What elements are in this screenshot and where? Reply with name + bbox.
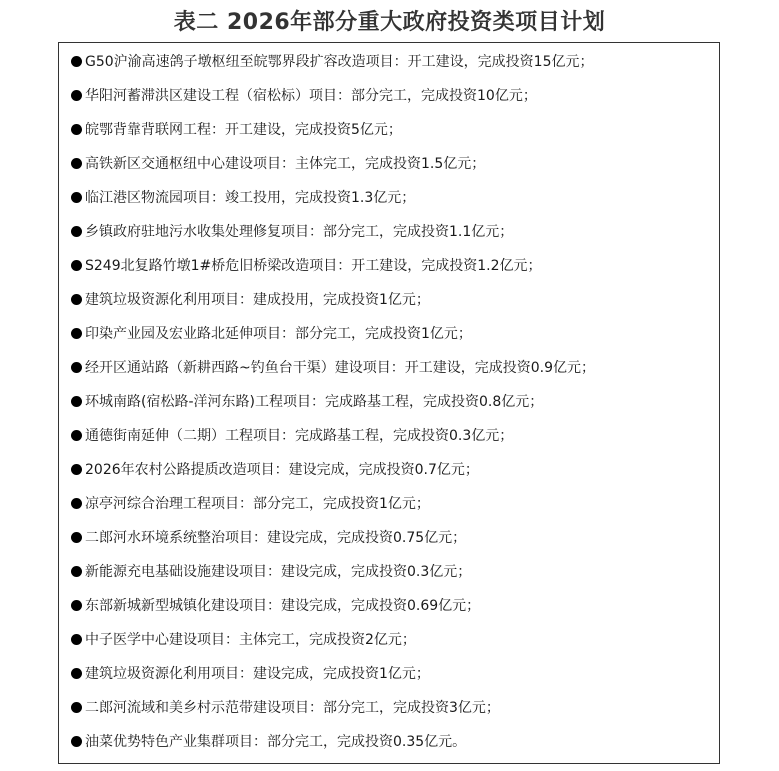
list-item (59, 283, 719, 317)
list-item (59, 555, 719, 589)
list-item-text: 中子医学中心建设项目：主体完工，完成投资2亿元； (85, 632, 416, 648)
list-item-text: 新能源充电基础设施建设项目：建设完成，完成投资0.3亿元； (85, 564, 472, 580)
bullet-dot-icon (71, 668, 82, 679)
list-item-text: 高铁新区交通枢纽中心建设项目：主体完工，完成投资1.5亿元； (85, 156, 486, 172)
list-item (59, 317, 719, 351)
bullet-dot-icon (71, 124, 82, 135)
bullet-dot-icon (71, 294, 82, 305)
bullet-dot-icon (71, 566, 82, 577)
list-item-text: 临江港区物流园项目：竣工投用，完成投资1.3亿元； (85, 190, 416, 206)
list-item (59, 147, 719, 181)
list-item-text: 凉亭河综合治理工程项目：部分完工，完成投资1亿元； (85, 496, 430, 512)
list-item-text: 环城南路(宿松路-洋河东路)工程项目：完成路基工程，完成投资0.8亿元； (85, 394, 544, 410)
bullet-dot-icon (71, 226, 82, 237)
bullet-dot-icon (71, 328, 82, 339)
list-item-text: 二郎河水环境系统整治项目：建设完成，完成投资0.75亿元； (85, 530, 467, 546)
list-item-text: 建筑垃圾资源化利用项目：建设完成，完成投资1亿元； (85, 666, 430, 682)
list-item-text: 2026年农村公路提质改造项目：建设完成，完成投资0.7亿元； (85, 462, 479, 478)
bullet-dot-icon (71, 532, 82, 543)
bullet-dot-icon (71, 158, 82, 169)
list-item (59, 589, 719, 623)
list-item (59, 487, 719, 521)
list-item (59, 113, 719, 147)
bullet-dot-icon (71, 56, 82, 67)
page-title: 表二 2026年部分重大政府投资类项目计划 (173, 10, 606, 35)
bullet-dot-icon (71, 736, 82, 747)
bullet-dot-icon (71, 600, 82, 611)
list-item (59, 351, 719, 385)
list-item-text: 通德街南延伸（二期）工程项目：完成路基工程，完成投资0.3亿元； (85, 428, 514, 444)
bullet-dot-icon (71, 192, 82, 203)
bullet-dot-icon (71, 634, 82, 645)
list-item-text: 皖鄂背靠背联网工程：开工建设，完成投资5亿元； (85, 122, 402, 138)
list-item (59, 181, 719, 215)
bullet-dot-icon (71, 260, 82, 271)
list-item (59, 249, 719, 283)
list-item (59, 419, 719, 453)
list-item-text: 乡镇政府驻地污水收集处理修复项目：部分完工，完成投资1.1亿元； (85, 224, 514, 240)
list-item (59, 45, 719, 79)
list-item-text: 二郎河流域和美乡村示范带建设项目：部分完工，完成投资3亿元； (85, 700, 500, 716)
bullet-dot-icon (71, 464, 82, 475)
bullet-dot-icon (71, 396, 82, 407)
list-item-text: 印染产业园及宏业路北延伸项目：部分完工，完成投资1亿元； (85, 326, 472, 342)
list-item-text: G50沪渝高速鸽子墩枢纽至皖鄂界段扩容改造项目：开工建设，完成投资15亿元； (85, 54, 594, 70)
list-item (59, 453, 719, 487)
list-item-text: 建筑垃圾资源化利用项目：建成投用，完成投资1亿元； (85, 292, 430, 308)
list-item-text: 油菜优势特色产业集群项目：部分完工，完成投资0.35亿元。 (85, 734, 467, 750)
list-item (59, 79, 719, 113)
list-item-text: 经开区通站路（新耕西路~钓鱼台干渠）建设项目：开工建设，完成投资0.9亿元； (85, 360, 595, 376)
list-item (59, 215, 719, 249)
bullet-dot-icon (71, 702, 82, 713)
list-item (59, 521, 719, 555)
list-item (59, 691, 719, 725)
bullet-dot-icon (71, 498, 82, 509)
bullet-dot-icon (71, 362, 82, 373)
list-item (59, 657, 719, 691)
project-list (58, 42, 720, 764)
list-item-text: 华阳河蓄滞洪区建设工程（宿松标）项目：部分完工，完成投资10亿元； (85, 88, 537, 104)
list-item (59, 385, 719, 419)
bullet-dot-icon (71, 90, 82, 101)
list-item (59, 623, 719, 657)
list-item (59, 725, 719, 759)
list-item-text: 东部新城新型城镇化建设项目：建设完成，完成投资0.69亿元； (85, 598, 481, 614)
bullet-dot-icon (71, 430, 82, 441)
list-item-text: S249北复路竹墩1#桥危旧桥梁改造项目：开工建设，完成投资1.2亿元； (85, 258, 542, 274)
